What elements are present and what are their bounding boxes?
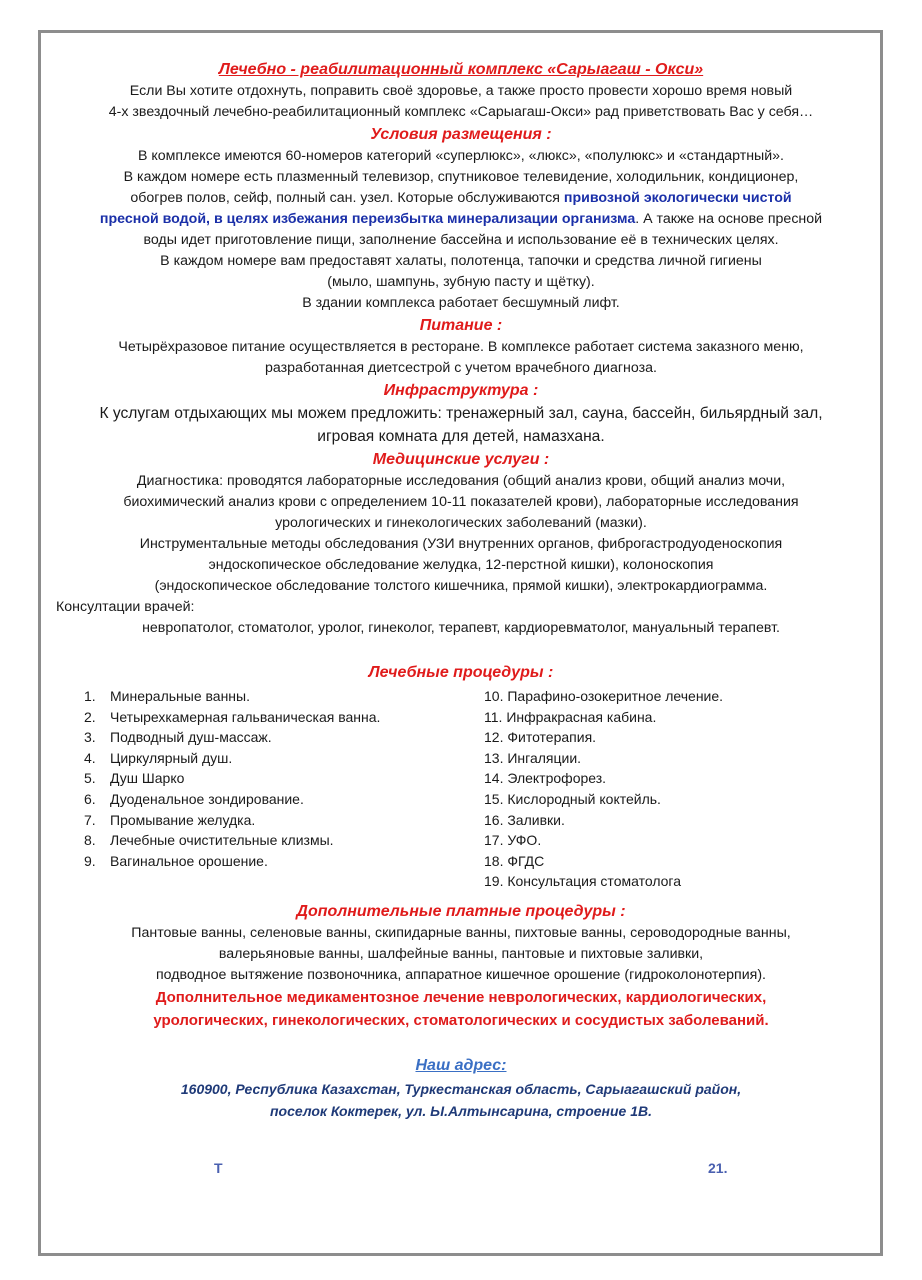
procedure-text: Дуоденальное зондирование. [110,790,304,807]
medical-line: урологических и гинекологических заболеваний (мазки). [275,515,647,531]
procedure-text: Душ Шарко [110,770,185,787]
procedure-number: 2. [84,708,96,725]
procedure-item [84,830,380,851]
medical-line: (эндоскопическое обследование толстого кишечника, прямой кишки), электрокардиограмма. [154,578,768,594]
procedure-item: 18. ФГДС [484,852,545,869]
accommodation-line: В каждом номере есть плазменный телевизор, спутниковое телевидение, холодильник, кондиционер, [123,169,799,185]
procedure-text: Промывание желудка. [110,811,256,828]
procedure-item: 13. Ингаляции. [484,749,582,766]
procedure-item: 12. Фитотерапия. [484,729,597,746]
paid-line: подводное вытяжение позвоночника, аппаратное кишечное орошение (гидроколонотерпия). [156,967,766,983]
address-line: 160900, Республика Казахстан, Туркестанская область, Сарыагашский район, [180,1081,742,1097]
procedures-list [50,686,872,890]
accommodation-line [50,209,872,230]
procedure-item: 17. УФО. [484,832,542,849]
intro-line-2: 4-х звездочный лечебно-реабилитационный комплекс «Сарыагаш-Окси» рад приветствовать Вас у себя… [108,104,814,120]
procedure-number: 8. [84,832,96,849]
food-line: разработанная диетсестрой с учетом врачебного диагноза. [265,360,657,376]
procedure-item [84,748,380,769]
procedure-item: 14. Электрофорез. [484,770,607,787]
procedure-item: 16. Заливки. [484,811,565,828]
address-line: поселок Коктерек, ул. Ы.Алтынсарина, строение 1В. [269,1103,653,1119]
medical-line: Инструментальные методы обследования (УЗИ внутренних органов, фиброгастродуоденоскопия [139,536,783,552]
procedure-item [84,707,380,728]
footer-fragment-left: Т [214,1160,223,1176]
footer-fragment-right: 21. [708,1160,728,1176]
infra-line: К услугам отдыхающих мы можем предложить: тренажерный зал, сауна, бассейн, бильярдный зал, [99,405,823,422]
accommodation-line: (мыло, шампунь, зубную пасту и щётку). [327,274,595,290]
paid-medication-line: Дополнительное медикаментозное лечение неврологических, кардиологических, [155,989,767,1006]
procedure-item [84,727,380,748]
accommodation-line: В каждом номере вам предоставят халаты, полотенца, тапочки и средства личной гигиены [160,253,762,269]
procedure-text: Вагинальное орошение. [110,852,268,869]
accommodation-line: воды идет приготовление пищи, заполнение бассейна и использование её в технических целях. [143,232,779,248]
paid-heading: Дополнительные платные процедуры : [296,903,626,920]
procedures-heading: Лечебные процедуры : [368,664,554,681]
medical-line: биохимический анализ крови с определением 10-11 показателей крови), лабораторные исследования [123,494,799,510]
address-heading: Наш адрес: [415,1057,507,1074]
procedure-text: Циркулярный душ. [110,749,233,766]
food-heading: Питание : [419,317,503,334]
accommodation-highlight: привозной экологически чистой [563,190,792,206]
intro-line-1: Если Вы хотите отдохнуть, поправить своё здоровье, а также просто провести хорошо время новый [129,83,793,99]
medical-heading: Медицинские услуги : [372,451,550,468]
infra-line: игровая комната для детей, намазхана. [317,428,605,445]
procedure-item: 11. Инфракрасная кабина. [484,708,657,725]
paid-medication-line: урологических, гинекологических, стоматологических и сосудистых заболеваний. [153,1012,769,1029]
procedure-item [84,768,380,789]
procedure-item: 15. Кислородный коктейль. [484,790,661,807]
procedure-item: 19. Консультация стоматолога [484,873,682,890]
medical-line: Диагностика: проводятся лабораторные исследования (общий анализ крови, общий анализ мочи, [136,473,786,489]
accommodation-text: . А также на основе пресной [635,211,823,227]
consultations-label: Консултации врачей: [56,599,195,615]
food-line: Четырёхразовое питание осуществляется в ресторане. В комплексе работает система заказного меню, [118,339,804,355]
accommodation-line: В здании комплекса работает бесшумный лифт. [302,295,620,311]
accommodation-line: В комплексе имеются 60-номеров категорий «суперлюкс», «люкс», «полулюкс» и «стандартный». [137,148,785,164]
accommodation-text: обогрев полов, сейф, полный сан. узел. Которые обслуживаются [130,190,564,206]
procedure-item [84,789,380,810]
procedures-right-column [484,686,723,892]
procedure-number: 4. [84,749,96,766]
procedure-item [84,851,380,872]
procedure-item: 10. Парафино-озокеритное лечение. [484,688,724,704]
procedure-text: Минеральные ванны. [110,688,250,704]
paid-line: валерьяновые ванны, шалфейные ванны, пантовые и пихтовые заливки, [218,946,704,962]
procedure-number: 9. [84,852,96,869]
medical-line: эндоскопическое обследование желудка, 12-перстной кишки), колоноскопия [208,557,714,573]
document-title: Лечебно - реабилитационный комплекс «Сарыагаш - Окси» [218,61,704,78]
procedure-item [84,686,380,707]
procedure-text: Подводный душ-массаж. [110,729,272,746]
procedure-number: 5. [84,770,96,787]
paid-line: Пантовые ванны, селеновые ванны, скипидарные ванны, пихтовые ванны, сероводородные ванны, [131,925,791,941]
document-body [50,58,872,1122]
consultations-list: невропатолог, стоматолог, уролог, гинеколог, терапевт, кардиоревматолог, мануальный терапевт. [142,620,780,636]
infra-heading: Инфраструктура : [383,382,539,399]
procedure-number: 3. [84,729,96,746]
procedure-text: Лечебные очистительные клизмы. [110,832,334,849]
accommodation-heading: Условия размещения : [370,126,552,143]
procedure-text: Четырехкамерная гальваническая ванна. [110,708,381,725]
procedure-item [84,810,380,831]
accommodation-line [50,188,872,209]
procedure-number: 6. [84,790,96,807]
accommodation-highlight: пресной водой, в целях избежания переизбытка минерализации организма [99,211,636,227]
procedures-left-column [84,686,380,871]
procedure-number: 1. [84,688,96,704]
procedure-number: 7. [84,811,96,828]
